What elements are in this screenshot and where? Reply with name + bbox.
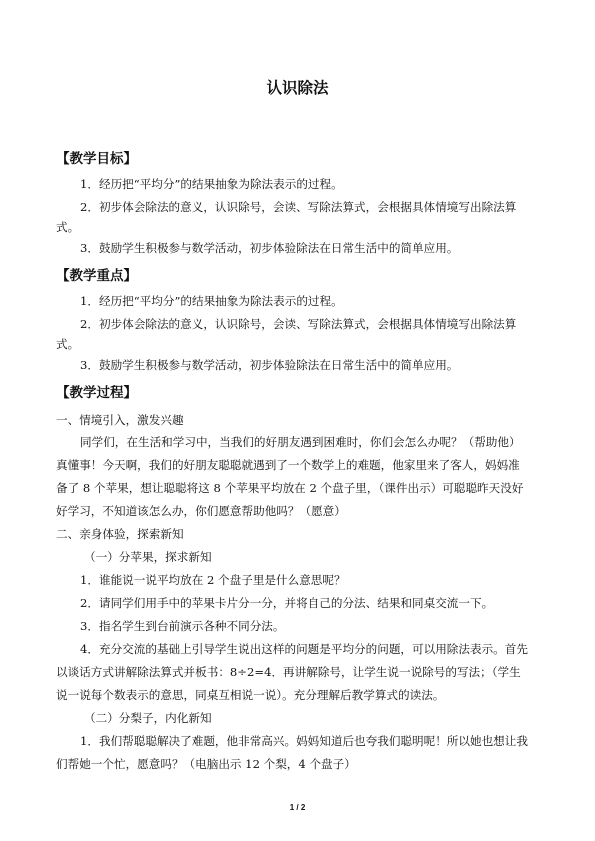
goal-item: 1．经历把“平均分”的结果抽象为除法表示的过程。 bbox=[80, 177, 343, 191]
process-line: 1．我们帮聪聪解决了难题，他非常高兴。妈妈知道后也夸我们聪明呢！所以她也想让我 bbox=[80, 734, 528, 748]
process-line: （一）分苹果，探求新知 bbox=[84, 550, 212, 564]
section-heading-key-points: 【教学重点】 bbox=[56, 268, 137, 284]
process-line: （二）分梨子，内化新知 bbox=[84, 711, 212, 725]
key-item: 1．经历把“平均分”的结果抽象为除法表示的过程。 bbox=[80, 294, 343, 308]
process-line: 1．谁能说一说平均放在 2 个盘子里是什么意思呢？ bbox=[80, 573, 346, 587]
process-line: 2．请同学们用手中的苹果卡片分一分，并将自己的分法、结果和同桌交流一下。 bbox=[80, 596, 494, 610]
process-line: 真懂事！今天啊，我们的好朋友聪聪就遇到了一个数学上的难题，他家里来了客人，妈妈准 bbox=[56, 458, 520, 472]
process-line: 一、情境引入，激发兴趣 bbox=[56, 413, 184, 427]
goal-item: 2．初步体会除法的意义，认识除号，会读、写除法算式，会根据具体情境写出除法算 bbox=[80, 200, 517, 214]
process-line: 好学习，不知道该怎么办，你们愿意帮助他吗？（愿意） bbox=[56, 504, 346, 518]
process-line: 备了 8 个苹果，想让聪聪将这 8 个苹果平均放在 2 个盘子里，（课件出示）可聪聪昨天没好 bbox=[56, 481, 524, 495]
process-line: 以谈话方式讲解除法算式并板书：8÷2=4．再讲解除号，让学生说一说除号的写法；（学生 bbox=[56, 665, 521, 679]
process-line: 4．充分交流的基础上引导学生说出这样的问题是平均分的问题，可以用除法表示。首先 bbox=[80, 642, 528, 656]
key-item: 2．初步体会除法的意义，认识除号，会读、写除法算式，会根据具体情境写出除法算 bbox=[80, 317, 517, 331]
process-line: 说一说每个数表示的意思，同桌互相说一说）。充分理解后教学算式的读法。 bbox=[56, 688, 445, 702]
section-heading-process: 【教学过程】 bbox=[56, 385, 137, 401]
process-line: 二、亲身体验，探索新知 bbox=[56, 527, 184, 541]
process-line: 同学们，在生活和学习中，当我们的好朋友遇到困难时，你们会怎么办呢？（帮助他） bbox=[80, 435, 521, 449]
process-line: 3．指名学生到台前演示各种不同分法。 bbox=[80, 619, 285, 633]
process-line: 们帮她一个忙，愿意吗？（电脑出示 12 个梨，4 个盘子） bbox=[56, 757, 356, 771]
page-title: 认识除法 bbox=[266, 79, 329, 97]
page-number: 1 / 2 bbox=[289, 803, 306, 812]
goal-item: 式。 bbox=[56, 220, 80, 234]
key-item: 式。 bbox=[56, 337, 80, 351]
goal-item: 3．鼓励学生积极参与数学活动，初步体验除法在日常生活中的简单应用。 bbox=[80, 241, 459, 255]
key-item: 3．鼓励学生积极参与数学活动，初步体验除法在日常生活中的简单应用。 bbox=[80, 358, 459, 372]
section-heading-goals: 【教学目标】 bbox=[56, 151, 137, 167]
